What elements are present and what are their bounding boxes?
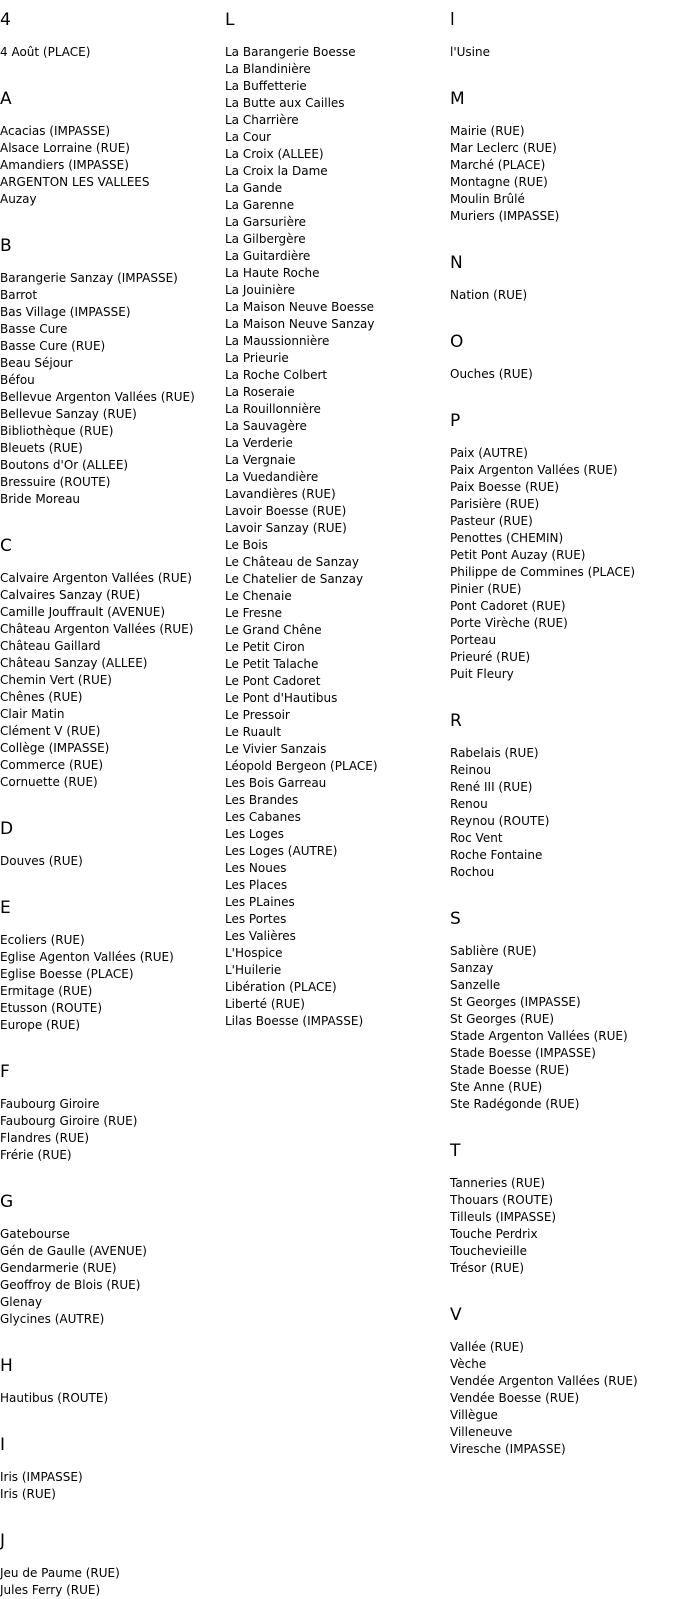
index-section [450,1303,675,1458]
index-section [450,8,675,61]
street-entry: Gén de Gaulle (AVENUE) [0,1244,147,1258]
street-entry: Beau Séjour [0,356,73,370]
street-entry: Libération (PLACE) [225,980,337,994]
section-letter: I [0,1435,6,1455]
section-letter: L [225,10,235,30]
street-entry: Glenay [0,1295,43,1309]
street-entry: L'Hospice [225,946,283,960]
section-letter: C [0,536,12,556]
section-letter: H [0,1356,13,1376]
street-entry: Le Grand Chêne [225,623,322,637]
street-entry: Bibliothèque (RUE) [0,424,114,438]
section-letter: V [450,1305,462,1325]
street-entry: Vèche [450,1357,487,1371]
index-section [0,534,225,791]
street-entry: Les Loges (AUTRE) [225,844,338,858]
street-entry: Lavoir Boesse (RUE) [225,504,347,518]
street-entry: Eglise Agenton Vallées (RUE) [0,950,174,964]
street-entry: ARGENTON LES VALLEES [0,175,150,189]
street-entry: Philippe de Commines (PLACE) [450,565,636,579]
street-entry: Vendée Argenton Vallées (RUE) [450,1374,638,1388]
street-entry: Les Places [225,878,288,892]
street-entry: Château Argenton Vallées (RUE) [0,622,194,636]
street-entry: Clément V (RUE) [0,724,101,738]
street-entry: La Garenne [225,198,295,212]
street-entry: Flandres (RUE) [0,1131,89,1145]
street-list [0,1096,225,1164]
street-list [0,1226,225,1328]
street-entry: Basse Cure (RUE) [0,339,106,353]
index-section [450,251,675,304]
street-entry: Le Pont Cadoret [225,674,321,688]
index-section [0,896,225,1034]
street-entry: Sablière (RUE) [450,944,537,958]
street-list [450,366,675,383]
street-entry: Barrot [0,288,38,302]
section-letter: M [450,89,465,109]
street-entry: Commerce (RUE) [0,758,104,772]
street-entry: Douves (RUE) [0,854,83,868]
street-entry: Béfou [0,373,35,387]
street-entry: Bellevue Sanzay (RUE) [0,407,137,421]
street-entry: Boutons d'Or (ALLEE) [0,458,129,472]
street-list [450,445,675,683]
street-entry: Cornuette (RUE) [0,775,98,789]
street-entry: St Georges (RUE) [450,1012,555,1026]
street-entry: Jules Ferry (RUE) [0,1583,101,1597]
street-entry: Le Petit Talache [225,657,319,671]
street-entry: Lilas Boesse (IMPASSE) [225,1014,364,1028]
street-entry: Lavandières (RUE) [225,487,336,501]
street-entry: Calvaires Sanzay (RUE) [0,588,141,602]
street-list [450,44,675,61]
street-entry: Stade Argenton Vallées (RUE) [450,1029,628,1043]
section-letter: 4 [0,10,11,30]
street-entry: Puit Fleury [450,667,514,681]
index-section [0,1190,225,1328]
index-column-1 [0,8,225,1599]
street-entry: Liberté (RUE) [225,997,305,1011]
street-entry: Acacias (IMPASSE) [0,124,111,138]
street-entry: La Roche Colbert [225,368,328,382]
street-entry: Paix Boesse (RUE) [450,480,560,494]
street-entry: Penottes (CHEMIN) [450,531,564,545]
street-entry: Paix Argenton Vallées (RUE) [450,463,618,477]
section-letter: N [450,253,463,273]
street-entry: Ste Anne (RUE) [450,1080,543,1094]
street-entry: St Georges (IMPASSE) [450,995,581,1009]
section-letter: R [450,711,462,731]
street-list [450,943,675,1113]
street-entry: Les Portes [225,912,287,926]
section-letter: E [0,898,11,918]
street-entry: La Vergnaie [225,453,296,467]
street-entry: La Sauvagère [225,419,307,433]
section-letter: J [0,1531,6,1551]
street-entry: La Barangerie Boesse [225,45,356,59]
street-entry: Stade Boesse (RUE) [450,1063,570,1077]
street-entry: La Garsurière [225,215,306,229]
street-entry: Paix (AUTRE) [450,446,528,460]
street-entry: Reinou [450,763,492,777]
street-entry: Marché (PLACE) [450,158,546,172]
street-list [450,1339,675,1458]
street-entry: La Rouillonnière [225,402,321,416]
street-list [0,1469,225,1503]
street-list [0,853,225,870]
index-section [0,1060,225,1164]
street-entry: Nation (RUE) [450,288,528,302]
street-entry: La Guitardière [225,249,311,263]
street-entry: Eglise Boesse (PLACE) [0,967,134,981]
street-entry: Mar Leclerc (RUE) [450,141,557,155]
street-entry: La Prieurie [225,351,289,365]
street-entry: Tilleuls (IMPASSE) [450,1210,557,1224]
street-entry: Amandiers (IMPASSE) [0,158,129,172]
street-entry: Rabelais (RUE) [450,746,539,760]
street-list [0,123,225,208]
index-section [0,1354,225,1407]
street-list [450,745,675,881]
section-letter: S [450,909,461,929]
street-entry: La Gilbergère [225,232,306,246]
street-entry: Roche Fontaine [450,848,543,862]
index-section [225,8,450,1030]
street-entry: Vendée Boesse (RUE) [450,1391,580,1405]
street-entry: Iris (IMPASSE) [0,1470,83,1484]
street-entry: Tanneries (RUE) [450,1176,546,1190]
street-entry: Touche Perdrix [450,1227,538,1241]
index-section [0,234,225,508]
street-entry: Les Noues [225,861,287,875]
street-entry: Trésor (RUE) [450,1261,525,1275]
street-entry: Calvaire Argenton Vallées (RUE) [0,571,192,585]
street-list [450,287,675,304]
street-entry: Le Vivier Sanzais [225,742,327,756]
street-entry: Faubourg Giroire (RUE) [0,1114,138,1128]
street-entry: Ecoliers (RUE) [0,933,85,947]
street-entry: Viresche (IMPASSE) [450,1442,566,1456]
street-entry: L'Huilerie [225,963,282,977]
index-section [0,1529,225,1599]
street-entry: René III (RUE) [450,780,533,794]
index-section [450,330,675,383]
street-entry: Parisière (RUE) [450,497,540,511]
street-entry: Faubourg Giroire [0,1097,100,1111]
street-entry: Les PLaines [225,895,295,909]
street-list [0,932,225,1034]
street-entry: La Jouinière [225,283,296,297]
street-entry: Bas Village (IMPASSE) [0,305,131,319]
street-list [0,1390,225,1407]
section-letter: T [450,1141,461,1161]
street-entry: La Roseraie [225,385,295,399]
street-entry: Gendarmerie (RUE) [0,1261,117,1275]
street-entry: Bellevue Argenton Vallées (RUE) [0,390,195,404]
street-entry: Reynou (ROUTE) [450,814,550,828]
street-entry: La Croix (ALLEE) [225,147,324,161]
street-entry: Villègue [450,1408,498,1422]
street-entry: Camille Jouffrault (AVENUE) [0,605,166,619]
street-entry: La Cour [225,130,272,144]
street-entry: Prieuré (RUE) [450,650,531,664]
street-entry: Montagne (RUE) [450,175,548,189]
street-entry: La Gande [225,181,283,195]
street-entry: Les Loges [225,827,284,841]
street-entry: La Haute Roche [225,266,320,280]
index-column-2 [225,8,450,1030]
street-entry: Bressuire (ROUTE) [0,475,111,489]
section-letter: G [0,1192,14,1212]
street-entry: La Croix la Dame [225,164,328,178]
street-entry: Muriers (IMPASSE) [450,209,560,223]
index-section [450,907,675,1113]
street-entry: Alsace Lorraine (RUE) [0,141,130,155]
street-entry: Pont Cadoret (RUE) [450,599,566,613]
street-entry: Petit Pont Auzay (RUE) [450,548,586,562]
street-entry: 4 Août (PLACE) [0,45,91,59]
street-entry: Le Pont d'Hautibus [225,691,338,705]
street-list [225,44,450,1030]
index-section [450,87,675,225]
street-entry: Le Ruault [225,725,282,739]
street-entry: Les Bois Garreau [225,776,327,790]
index-section [0,817,225,870]
street-entry: Pasteur (RUE) [450,514,533,528]
section-letter: F [0,1062,10,1082]
street-entry: Etusson (ROUTE) [0,1001,102,1015]
street-entry: Barangerie Sanzay (IMPASSE) [0,271,178,285]
street-entry: Basse Cure [0,322,68,336]
street-list [0,570,225,791]
street-entry: Porte Virèche (RUE) [450,616,568,630]
street-entry: La Blandinière [225,62,311,76]
section-letter: l [450,10,455,30]
index-section [0,1433,225,1503]
street-entry: La Maussionnière [225,334,330,348]
street-entry: Stade Boesse (IMPASSE) [450,1046,596,1060]
street-entry: Clair Matin [0,707,65,721]
street-entry: La Charrière [225,113,299,127]
index-column-3 [450,8,675,1458]
street-entry: Chênes (RUE) [0,690,83,704]
section-letter: A [0,89,12,109]
street-entry: Les Brandes [225,793,299,807]
street-entry: Sanzay [450,961,494,975]
street-entry: Roc Vent [450,831,503,845]
street-entry: Le Petit Ciron [225,640,305,654]
street-entry: Auzay [0,192,37,206]
street-entry: Vallée (RUE) [450,1340,524,1354]
street-entry: Jeu de Paume (RUE) [0,1566,120,1580]
street-entry: Mairie (RUE) [450,124,525,138]
street-entry: La Vuedandière [225,470,319,484]
street-entry: Ste Radégonde (RUE) [450,1097,580,1111]
index-section [450,1139,675,1277]
street-entry: La Maison Neuve Boesse [225,300,375,314]
street-entry: Hautibus (ROUTE) [0,1391,109,1405]
street-entry: La Maison Neuve Sanzay [225,317,375,331]
street-list [0,44,225,61]
street-entry: Le Chatelier de Sanzay [225,572,364,586]
street-entry: Glycines (AUTRE) [0,1312,105,1326]
street-list [0,270,225,508]
street-entry: Chemin Vert (RUE) [0,673,112,687]
street-entry: Ermitage (RUE) [0,984,93,998]
street-entry: Le Pressoir [225,708,290,722]
section-letter: B [0,236,12,256]
index-section [0,8,225,61]
street-entry: Léopold Bergeon (PLACE) [225,759,378,773]
street-entry: Lavoir Sanzay (RUE) [225,521,347,535]
street-entry: Bleuets (RUE) [0,441,83,455]
street-list [450,123,675,225]
section-letter: P [450,411,461,431]
street-entry: Les Valières [225,929,296,943]
street-entry: Pinier (RUE) [450,582,522,596]
street-entry: Iris (RUE) [0,1487,56,1501]
street-entry: La Buffetterie [225,79,307,93]
street-entry: Château Gaillard [0,639,101,653]
street-entry: Villeneuve [450,1425,513,1439]
street-entry: Le Bois [225,538,268,552]
street-list [450,1175,675,1277]
street-entry: l'Usine [450,45,490,59]
index-section [0,87,225,208]
street-entry: Gatebourse [0,1227,70,1241]
index-section [450,409,675,683]
street-entry: Geoffroy de Blois (RUE) [0,1278,141,1292]
section-letter: O [450,332,464,352]
street-entry: Moulin Brûlé [450,192,525,206]
index-section [450,709,675,881]
street-entry: Bride Moreau [0,492,81,506]
street-entry: Rochou [450,865,495,879]
section-letter: D [0,819,14,839]
street-entry: Le Chenaie [225,589,292,603]
street-entry: Touchevieille [450,1244,528,1258]
street-entry: Collège (IMPASSE) [0,741,110,755]
street-entry: Le Château de Sanzay [225,555,360,569]
street-entry: Les Cabanes [225,810,301,824]
street-entry: Sanzelle [450,978,501,992]
street-entry: Thouars (ROUTE) [450,1193,554,1207]
street-entry: Ouches (RUE) [450,367,533,381]
street-entry: La Verderie [225,436,293,450]
street-list [0,1565,225,1599]
street-entry: Le Fresne [225,606,282,620]
street-entry: Frérie (RUE) [0,1148,72,1162]
street-entry: La Butte aux Cailles [225,96,345,110]
street-entry: Château Sanzay (ALLEE) [0,656,148,670]
street-entry: Europe (RUE) [0,1018,81,1032]
street-entry: Porteau [450,633,497,647]
street-entry: Renou [450,797,488,811]
